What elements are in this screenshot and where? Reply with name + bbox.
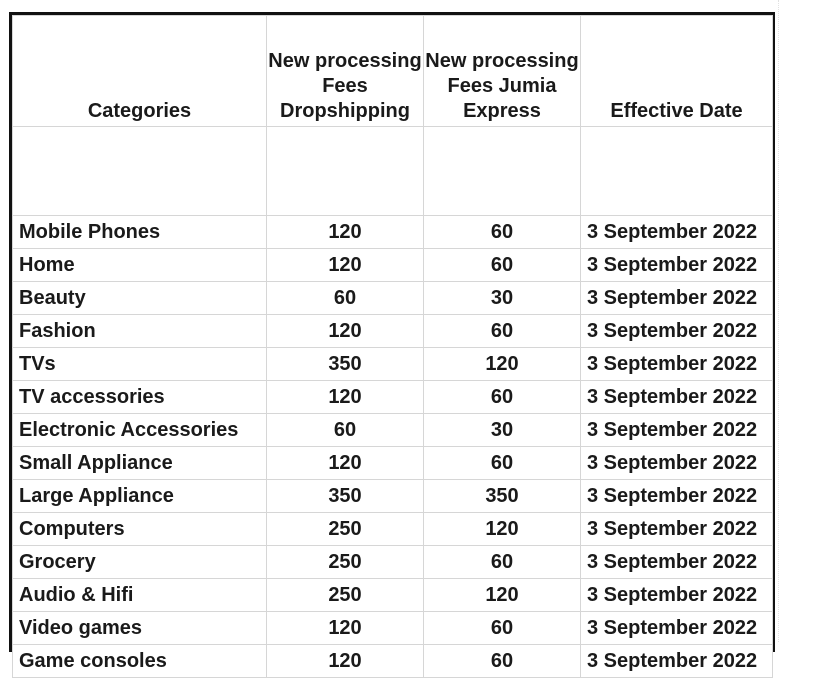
dropshipping-fee-cell: 250 (267, 579, 424, 612)
dropshipping-fee-cell: 350 (267, 348, 424, 381)
header-effective-date: Effective Date (581, 16, 773, 127)
fees-table (12, 15, 773, 678)
dropshipping-fee-cell: 120 (267, 612, 424, 645)
effective-date-cell: 3 September 2022 (581, 315, 773, 348)
category-cell: Fashion (13, 315, 267, 348)
table-row (13, 645, 773, 678)
jumia-express-fee-cell: 60 (424, 216, 581, 249)
dropshipping-fee-cell: 120 (267, 645, 424, 678)
jumia-express-fee-cell: 60 (424, 249, 581, 282)
category-cell: Audio & Hifi (13, 579, 267, 612)
table-row (13, 282, 773, 315)
background-gridlines (778, 0, 816, 642)
dropshipping-fee-cell: 250 (267, 513, 424, 546)
category-cell: TVs (13, 348, 267, 381)
effective-date-cell: 3 September 2022 (581, 612, 773, 645)
effective-date-cell: 3 September 2022 (581, 282, 773, 315)
header-dropshipping-fees: New processing Fees Dropshipping (267, 16, 424, 127)
jumia-express-fee-cell: 60 (424, 315, 581, 348)
category-cell: Small Appliance (13, 447, 267, 480)
header-row (13, 16, 773, 127)
empty-cell (424, 127, 581, 216)
table-row (13, 315, 773, 348)
category-cell: TV accessories (13, 381, 267, 414)
empty-cell (13, 127, 267, 216)
effective-date-cell: 3 September 2022 (581, 249, 773, 282)
dropshipping-fee-cell: 250 (267, 546, 424, 579)
header-categories: Categories (13, 16, 267, 127)
effective-date-cell: 3 September 2022 (581, 546, 773, 579)
jumia-express-fee-cell: 30 (424, 414, 581, 447)
table-row (13, 348, 773, 381)
jumia-express-fee-cell: 350 (424, 480, 581, 513)
effective-date-cell: 3 September 2022 (581, 348, 773, 381)
dropshipping-fee-cell: 60 (267, 414, 424, 447)
category-cell: Game consoles (13, 645, 267, 678)
empty-cell (581, 127, 773, 216)
category-cell: Computers (13, 513, 267, 546)
effective-date-cell: 3 September 2022 (581, 414, 773, 447)
effective-date-cell: 3 September 2022 (581, 579, 773, 612)
dropshipping-fee-cell: 120 (267, 381, 424, 414)
effective-date-cell: 3 September 2022 (581, 381, 773, 414)
empty-row (13, 127, 773, 216)
effective-date-cell: 3 September 2022 (581, 447, 773, 480)
jumia-express-fee-cell: 120 (424, 579, 581, 612)
table-row (13, 612, 773, 645)
table-row (13, 414, 773, 447)
table-row (13, 447, 773, 480)
effective-date-cell: 3 September 2022 (581, 513, 773, 546)
empty-cell (267, 127, 424, 216)
dropshipping-fee-cell: 350 (267, 480, 424, 513)
effective-date-cell: 3 September 2022 (581, 480, 773, 513)
effective-date-cell: 3 September 2022 (581, 645, 773, 678)
table-row (13, 513, 773, 546)
effective-date-cell: 3 September 2022 (581, 216, 773, 249)
dropshipping-fee-cell: 120 (267, 447, 424, 480)
category-cell: Mobile Phones (13, 216, 267, 249)
category-cell: Video games (13, 612, 267, 645)
jumia-express-fee-cell: 60 (424, 612, 581, 645)
fees-table-sheet (9, 12, 775, 672)
jumia-express-fee-cell: 120 (424, 348, 581, 381)
table-row (13, 216, 773, 249)
jumia-express-fee-cell: 60 (424, 645, 581, 678)
dropshipping-fee-cell: 120 (267, 249, 424, 282)
category-cell: Beauty (13, 282, 267, 315)
category-cell: Grocery (13, 546, 267, 579)
table-row (13, 249, 773, 282)
category-cell: Large Appliance (13, 480, 267, 513)
category-cell: Electronic Accessories (13, 414, 267, 447)
dropshipping-fee-cell: 120 (267, 315, 424, 348)
table-row (13, 546, 773, 579)
jumia-express-fee-cell: 60 (424, 447, 581, 480)
table-row (13, 381, 773, 414)
category-cell: Home (13, 249, 267, 282)
jumia-express-fee-cell: 30 (424, 282, 581, 315)
jumia-express-fee-cell: 120 (424, 513, 581, 546)
header-jumia-express-fees: New processing Fees Jumia Express (424, 16, 581, 127)
dropshipping-fee-cell: 60 (267, 282, 424, 315)
jumia-express-fee-cell: 60 (424, 381, 581, 414)
dropshipping-fee-cell: 120 (267, 216, 424, 249)
jumia-express-fee-cell: 60 (424, 546, 581, 579)
table-row (13, 579, 773, 612)
table-row (13, 480, 773, 513)
